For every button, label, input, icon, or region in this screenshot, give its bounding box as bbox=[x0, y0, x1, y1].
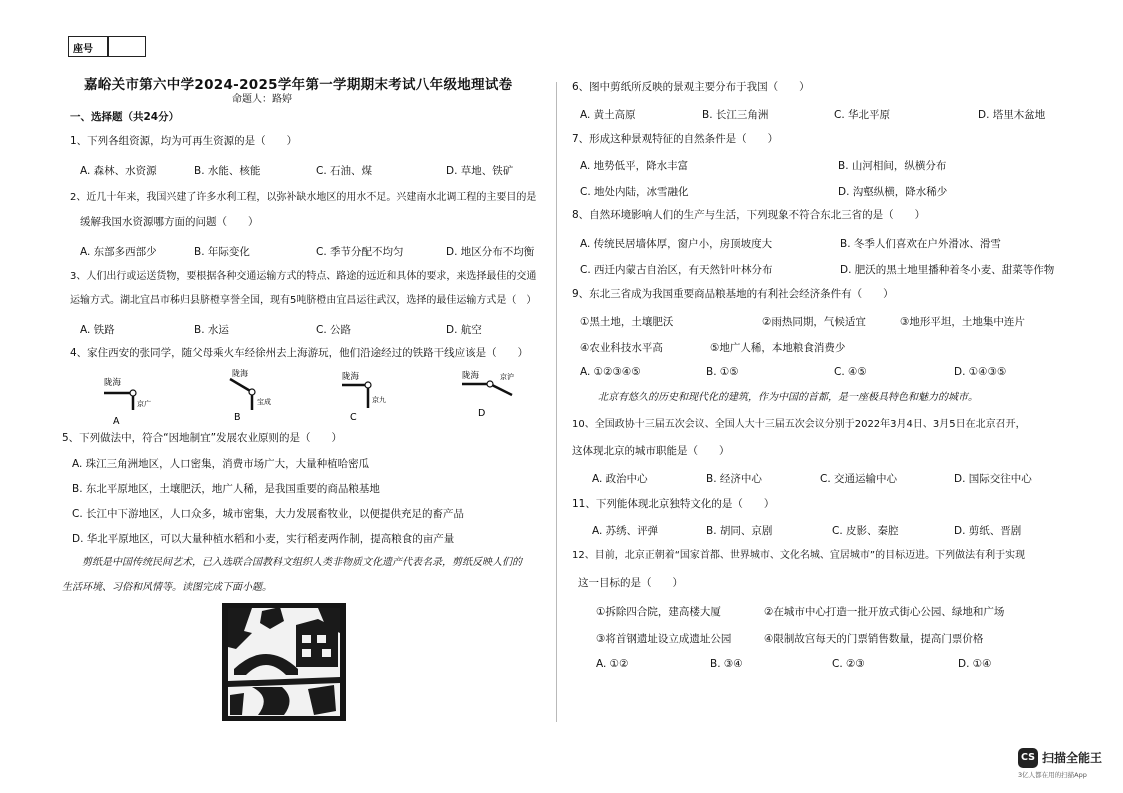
q7-option-b: B. 山河相间，纵横分布 bbox=[838, 160, 947, 172]
q5-option-b: B. 东北平原地区，土壤肥沃，地广人稀，是我国重要的商品粮基地 bbox=[72, 483, 380, 495]
question-12-line-2: 这一目标的是（ ） bbox=[578, 577, 683, 589]
q10-option-c: C. 交通运输中心 bbox=[820, 473, 898, 485]
question-10-line-2: 这体现北京的城市职能是（ ） bbox=[572, 445, 730, 457]
route-d-label-1: 陇海 bbox=[462, 371, 480, 381]
question-2-line-2: 缓解我国水资源哪方面的问题（ ） bbox=[80, 216, 259, 228]
scanner-name: 扫描全能王 bbox=[1042, 751, 1103, 765]
paper-cut-intro-line-2: 生活环境、习俗和风情等。读图完成下面小题。 bbox=[62, 582, 272, 593]
q6-option-c: C. 华北平原 bbox=[834, 109, 891, 121]
q12-option-d: D. ①④ bbox=[958, 658, 992, 670]
q2-option-b: B. 年际变化 bbox=[194, 246, 250, 258]
q3-option-c: C. 公路 bbox=[316, 324, 352, 336]
q10-option-b: B. 经济中心 bbox=[706, 473, 762, 485]
q11-option-a: A. 苏绣、评弹 bbox=[592, 525, 659, 537]
q12-item-1: ①拆除四合院，建高楼大厦 bbox=[596, 606, 721, 618]
q1-option-a: A. 森林、水资源 bbox=[80, 165, 157, 177]
seat-divider bbox=[107, 37, 109, 56]
scanner-watermark bbox=[1018, 746, 1108, 782]
route-diagram-a bbox=[100, 370, 170, 430]
q8-option-a: A. 传统民居墙体厚，窗户小，房顶坡度大 bbox=[580, 238, 773, 250]
q12-item-3: ③将首钢遗址设立成遗址公园 bbox=[596, 633, 732, 645]
q11-option-c: C. 皮影、秦腔 bbox=[832, 525, 899, 537]
question-9: 9、东北三省成为我国重要商品粮基地的有利社会经济条件有（ ） bbox=[572, 288, 894, 300]
route-diagram-b bbox=[222, 366, 292, 426]
question-3-line-2: 运输方式。湖北宜昌市秭归县脐橙享誉全国，现有5吨脐橙由宜昌运往武汉，选择的最佳运输方式是（ ） bbox=[70, 295, 537, 306]
q5-option-c: C. 长江中下游地区，人口众多，城市密集，大力发展畜牧业，以便提供充足的畜产品 bbox=[72, 508, 465, 520]
question-10-line-1: 10、全国政协十三届五次会议、全国人大十三届五次会议分别于2022年3月4日、3月5日在北京召开， bbox=[572, 419, 1026, 430]
q9-item-1: ①黑土地，土壤肥沃 bbox=[580, 316, 674, 328]
q9-item-2: ②雨热同期，气候适宜 bbox=[762, 316, 866, 328]
route-c-letter: C bbox=[350, 412, 357, 423]
exam-author: 命题人：路婷 bbox=[232, 94, 292, 105]
question-11: 11、下列能体现北京独特文化的是（ ） bbox=[572, 498, 775, 510]
q9-option-a: A. ①②③④⑤ bbox=[580, 366, 641, 378]
q7-option-d: D. 沟壑纵横，降水稀少 bbox=[838, 186, 948, 198]
route-d-line-2 bbox=[490, 384, 512, 395]
q10-option-a: A. 政治中心 bbox=[592, 473, 648, 485]
q2-option-d: D. 地区分布不均衡 bbox=[446, 246, 535, 258]
q5-option-a: A. 珠江三角洲地区，人口密集，消费市场广大，大量种植哈密瓜 bbox=[72, 458, 370, 470]
q9-option-c: C. ④⑤ bbox=[834, 366, 867, 378]
paper-cut-svg bbox=[222, 603, 346, 721]
question-8: 8、自然环境影响人们的生产与生活，下列现象不符合东北三省的是（ ） bbox=[572, 209, 926, 221]
question-3-line-1: 3、人们出行或运送货物，要根据各种交通运输方式的特点、路途的远近和具体的要求，来选择最佳的交通 bbox=[70, 271, 537, 282]
route-diagram-c bbox=[340, 370, 410, 430]
q8-option-c: C. 西迁内蒙古自治区，有天然针叶林分布 bbox=[580, 264, 773, 276]
q12-option-a: A. ①② bbox=[596, 658, 629, 670]
route-diagram-d bbox=[460, 367, 530, 427]
question-12-line-1: 12、目前，北京正朝着“国家首都、世界城市、文化名城、宜居城市”的目标迈进。下列做法有利于实现 bbox=[572, 550, 1026, 561]
route-b-letter: B bbox=[234, 412, 241, 423]
route-a-label-2: 京广 bbox=[137, 400, 151, 408]
route-b-svg bbox=[222, 366, 292, 426]
question-2-line-1: 2、近几十年来，我国兴建了许多水利工程，以弥补缺水地区的用水不足。兴建南水北调工程的主要目的是 bbox=[70, 192, 537, 203]
q2-option-a: A. 东部多西部少 bbox=[80, 246, 157, 258]
q12-option-c: C. ②③ bbox=[832, 658, 865, 670]
paper-cut-image bbox=[222, 603, 346, 721]
q7-option-a: A. 地势低平，降水丰富 bbox=[580, 160, 689, 172]
route-a-label-1: 陇海 bbox=[104, 378, 122, 388]
seat-number-box bbox=[68, 36, 146, 57]
q7-option-c: C. 地处内陆，冰雪融化 bbox=[580, 186, 689, 198]
q11-option-b: B. 胡同、京剧 bbox=[706, 525, 773, 537]
q12-item-2: ②在城市中心打造一批开放式街心公园、绿地和广场 bbox=[764, 606, 1005, 618]
beijing-intro: 北京有悠久的历史和现代化的建筑，作为中国的首都，是一座极具特色和魅力的城市。 bbox=[598, 392, 978, 403]
q2-option-c: C. 季节分配不均匀 bbox=[316, 246, 404, 258]
route-b-label-2: 宝成 bbox=[257, 398, 271, 406]
question-1: 1、下列各组资源，均为可再生资源的是（ ） bbox=[70, 135, 298, 147]
route-b-label-1: 陇海 bbox=[232, 369, 248, 378]
q9-item-5: ⑤地广人稀，本地粮食消费少 bbox=[710, 342, 846, 354]
q8-option-b: B. 冬季人们喜欢在户外滑冰、滑雪 bbox=[840, 238, 1001, 250]
q12-item-4: ④限制故宫每天的门票销售数量，提高门票价格 bbox=[764, 633, 984, 645]
route-d-label-2: 京沪 bbox=[500, 373, 514, 381]
question-5: 5、下列做法中，符合“因地制宜”发展农业原则的是（ ） bbox=[62, 432, 343, 444]
route-b-node bbox=[249, 389, 255, 395]
q9-item-3: ③地形平坦，土地集中连片 bbox=[900, 316, 1025, 328]
q10-option-d: D. 国际交往中心 bbox=[954, 473, 1032, 485]
q5-option-d: D. 华北平原地区，可以大量种植水稻和小麦，实行稻麦两作制，提高粮食的亩产量 bbox=[72, 533, 455, 545]
section-title: 一、选择题（共24分） bbox=[70, 111, 180, 123]
question-7: 7、形成这种景观特征的自然条件是（ ） bbox=[572, 133, 779, 145]
route-c-svg bbox=[340, 370, 410, 430]
route-a-node bbox=[130, 390, 136, 396]
q8-option-d: D. 肥沃的黑土地里播种着冬小麦、甜菜等作物 bbox=[840, 264, 1055, 276]
q9-option-b: B. ①⑤ bbox=[706, 366, 739, 378]
q9-item-4: ④农业科技水平高 bbox=[580, 342, 663, 354]
route-a-letter: A bbox=[113, 416, 120, 427]
q1-option-c: C. 石油、煤 bbox=[316, 165, 373, 177]
seat-label: 座号 bbox=[73, 44, 93, 55]
scanner-slogan: 3亿人都在用的扫描App bbox=[1018, 771, 1087, 779]
route-b-line-1 bbox=[230, 379, 252, 392]
route-c-label-2: 京九 bbox=[372, 396, 386, 404]
q11-option-d: D. 剪纸、晋剧 bbox=[954, 525, 1022, 537]
camscanner-logo-icon: CS bbox=[1018, 748, 1038, 768]
route-d-letter: D bbox=[478, 408, 486, 419]
route-a-svg bbox=[100, 370, 170, 430]
route-c-label-1: 陇海 bbox=[342, 372, 360, 382]
q12-option-b: B. ③④ bbox=[710, 658, 743, 670]
q3-option-d: D. 航空 bbox=[446, 324, 482, 336]
question-6: 6、图中剪纸所反映的景观主要分布于我国（ ） bbox=[572, 81, 810, 93]
route-d-node bbox=[487, 381, 493, 387]
question-4: 4、家住西安的张同学，随父母乘火车经徐州去上海游玩，他们沿途经过的铁路干线应该是（ ） bbox=[70, 347, 529, 359]
q1-option-d: D. 草地、铁矿 bbox=[446, 165, 514, 177]
paper-cut-intro-line-1: 剪纸是中国传统民间艺术，已入选联合国教科文组织人类非物质文化遗产代表名录，剪纸反映人们的 bbox=[82, 557, 522, 568]
exam-title: 嘉峪关市第六中学2024-2025学年第一学期期末考试八年级地理试卷 bbox=[84, 77, 513, 93]
q1-option-b: B. 水能、核能 bbox=[194, 165, 261, 177]
q3-option-b: B. 水运 bbox=[194, 324, 229, 336]
page-divider bbox=[556, 82, 557, 722]
route-c-node bbox=[365, 382, 371, 388]
q9-option-d: D. ①④③⑤ bbox=[954, 366, 1007, 378]
q6-option-b: B. 长江三角洲 bbox=[702, 109, 769, 121]
q6-option-a: A. 黄土高原 bbox=[580, 109, 636, 121]
q3-option-a: A. 铁路 bbox=[80, 324, 115, 336]
route-d-svg bbox=[460, 367, 530, 427]
q6-option-d: D. 塔里木盆地 bbox=[978, 109, 1046, 121]
